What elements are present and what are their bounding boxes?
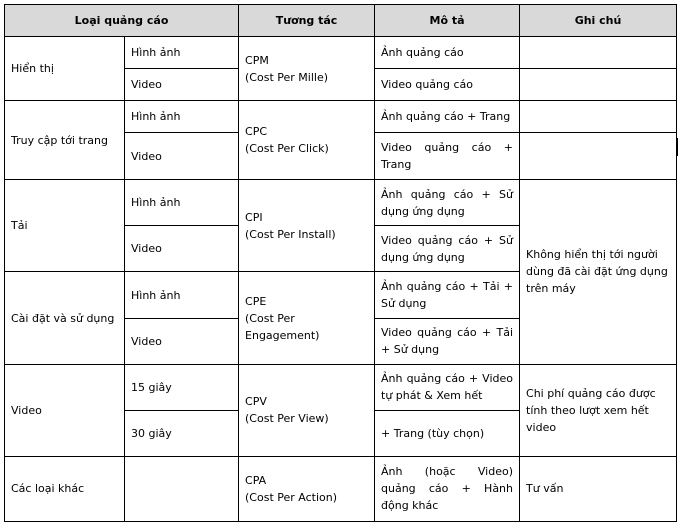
ad-type-other: Các loại khác (5, 456, 125, 521)
interaction-cpv (239, 364, 375, 456)
description-cell: Video quảng cáo (375, 69, 520, 101)
note-cell-empty (520, 133, 677, 180)
header-description: Mô tả (375, 5, 520, 37)
interaction-code: CPC (245, 125, 268, 139)
ad-type-display: Hiển thị (5, 37, 125, 101)
interaction-full: (Cost Per Action) (245, 490, 338, 504)
note-install: Không hiển thị tới người dùng đã cài đặt ứng dụng trên máy (520, 180, 677, 364)
description-cell: Video quảng cáo + Trang (375, 133, 520, 180)
sub-type-cell: Video (125, 226, 239, 272)
table-row (5, 37, 677, 69)
description-cell: Ảnh quảng cáo + Tải + Sử dụng (375, 272, 520, 318)
table-row (5, 180, 677, 226)
interaction-cpe (239, 272, 375, 364)
header-ad-type: Loại quảng cáo (5, 5, 239, 37)
sub-type-cell: Hình ảnh (125, 37, 239, 69)
ad-types-table (4, 4, 677, 522)
interaction-cpa (239, 456, 375, 521)
sub-type-cell: Hình ảnh (125, 180, 239, 226)
description-cell: + Trang (tùy chọn) (375, 410, 520, 456)
sub-type-cell: 30 giây (125, 410, 239, 456)
note-cell-empty (520, 69, 677, 101)
ad-type-download: Tải (5, 180, 125, 272)
sub-type-cell (125, 456, 239, 521)
ad-type-page-visit: Truy cập tới trang (5, 101, 125, 180)
note-cell-empty (520, 37, 677, 69)
description-cell: Ảnh quảng cáo + Sử dụng ứng dụng (375, 180, 520, 226)
ad-type-install-use: Cài đặt và sử dụng (5, 272, 125, 364)
sub-type-cell: Hình ảnh (125, 272, 239, 318)
table-row (5, 101, 677, 133)
interaction-full: (Cost Per View) (245, 412, 329, 426)
note-action: Tư vấn (520, 456, 677, 521)
interaction-code: CPE (245, 294, 267, 308)
header-note: Ghi chú (520, 5, 677, 37)
interaction-code: CPI (245, 210, 263, 224)
table-row (5, 364, 677, 410)
interaction-cpm (239, 37, 375, 101)
header-row (5, 5, 677, 37)
table-row (5, 456, 677, 521)
ad-type-video: Video (5, 364, 125, 456)
interaction-cpi (239, 180, 375, 272)
interaction-full: (Cost Per Install) (245, 227, 336, 241)
description-cell: Video quảng cáo + Tải + Sử dụng (375, 318, 520, 364)
description-cell: Ảnh quảng cáo + Trang (375, 101, 520, 133)
sub-type-cell: Video (125, 318, 239, 364)
note-cell-empty (520, 101, 677, 133)
description-cell: Ảnh quảng cáo + Video tự phát & Xem hết (375, 364, 520, 410)
note-view: Chi phí quảng cáo được tính theo lượt xem hết video (520, 364, 677, 456)
interaction-full: (Cost Per Click) (245, 142, 329, 156)
interaction-code: CPV (245, 395, 267, 409)
description-cell: Ảnh quảng cáo (375, 37, 520, 69)
header-interaction: Tương tác (239, 5, 375, 37)
description-cell: Video quảng cáo + Sử dụng ứng dụng (375, 226, 520, 272)
sub-type-cell: Video (125, 69, 239, 101)
interaction-code: CPA (245, 473, 267, 487)
interaction-full: (Cost Per Mille) (245, 70, 329, 84)
description-cell: Ảnh (hoặc Video) quảng cáo + Hành động khác (375, 456, 520, 521)
interaction-cpc (239, 101, 375, 180)
interaction-code: CPM (245, 53, 269, 67)
sub-type-cell: 15 giây (125, 364, 239, 410)
sub-type-cell: Video (125, 133, 239, 180)
interaction-full: (Cost Per Engagement) (245, 311, 320, 342)
sub-type-cell: Hình ảnh (125, 101, 239, 133)
